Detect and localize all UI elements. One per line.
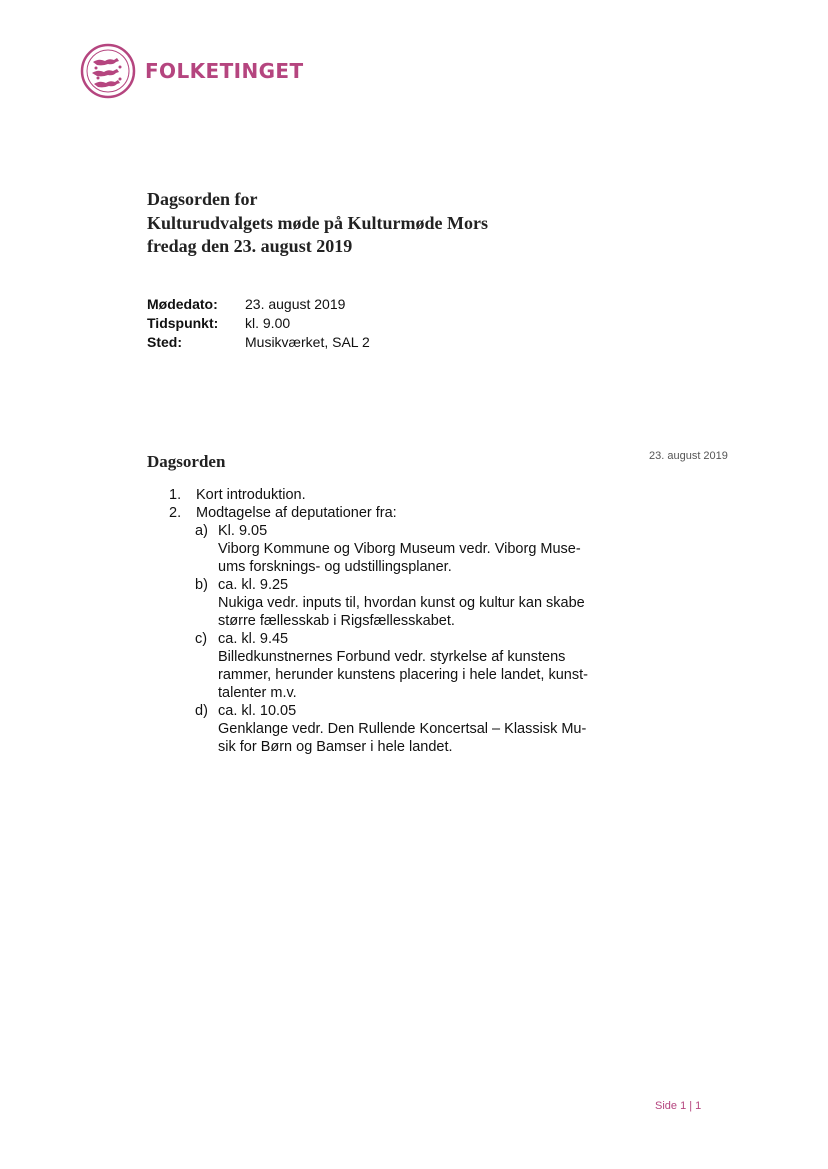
subitem-body bbox=[218, 576, 585, 630]
meta-label: Sted: bbox=[147, 334, 182, 350]
subitem-line: sik for Børn og Bamser i hele landet. bbox=[218, 739, 453, 755]
subitem-time: Kl. 9.05 bbox=[218, 523, 268, 539]
subitem-line: Billedkunstnernes Forbund vedr. styrkelse af kunstens bbox=[218, 649, 566, 665]
meta-value: kl. 9.00 bbox=[245, 315, 291, 331]
meta-label: Mødedato: bbox=[147, 296, 218, 312]
subitem-body bbox=[218, 702, 586, 756]
title-line: Kulturudvalgets møde på Kulturmøde Mors bbox=[147, 212, 489, 233]
item-text: Kort introduktion. bbox=[196, 487, 306, 503]
page-number: Side 1 | 1 bbox=[655, 1100, 702, 1112]
meta-label: Tidspunkt: bbox=[147, 315, 219, 331]
agenda-subitem bbox=[195, 576, 619, 630]
item-text: Modtagelse af deputationer fra: bbox=[196, 505, 397, 521]
subitem-line: Nukiga vedr. inputs til, hvordan kunst og kultur kan skabe bbox=[218, 595, 585, 611]
subitem-body bbox=[218, 630, 588, 702]
subitem-time: ca. kl. 9.25 bbox=[218, 577, 289, 593]
subitem-time: ca. kl. 10.05 bbox=[218, 703, 297, 719]
meta-row-date bbox=[147, 295, 370, 314]
subitem-line: rammer, herunder kunstens placering i hele landet, kunst- bbox=[218, 667, 588, 683]
side-date: 23. august 2019 bbox=[649, 450, 728, 462]
subitem-letter: a) bbox=[195, 523, 208, 539]
meeting-details bbox=[147, 295, 370, 352]
meta-row-place bbox=[147, 333, 370, 352]
subitem-letter: b) bbox=[195, 577, 208, 593]
agenda-item bbox=[169, 486, 619, 504]
agenda-item bbox=[169, 504, 619, 522]
subitem-line: ums forsknings- og udstillingsplaner. bbox=[218, 559, 452, 575]
meta-value: 23. august 2019 bbox=[245, 296, 346, 312]
subitem-time: ca. kl. 9.45 bbox=[218, 631, 289, 647]
subitem-line: talenter m.v. bbox=[218, 685, 297, 701]
subitem-letter: c) bbox=[195, 631, 208, 647]
title-line: Dagsorden for bbox=[147, 189, 258, 209]
item-number: 2. bbox=[169, 505, 182, 521]
document-title bbox=[147, 188, 488, 259]
title-line: fredag den 23. august 2019 bbox=[147, 236, 353, 256]
agenda-subitem bbox=[195, 522, 619, 576]
agenda-heading: Dagsorden bbox=[147, 452, 226, 471]
subitem-letter: d) bbox=[195, 703, 208, 719]
agenda-subitem bbox=[195, 630, 619, 702]
folketinget-seal-icon bbox=[80, 43, 136, 99]
subitem-line: Genklange vedr. Den Rullende Koncertsal – Klassisk Mu- bbox=[218, 721, 587, 737]
agenda-subitem bbox=[195, 702, 619, 756]
subitem-body bbox=[218, 522, 581, 576]
folketinget-logo bbox=[80, 43, 304, 99]
meta-row-time bbox=[147, 314, 370, 333]
agenda-list bbox=[169, 486, 619, 756]
subitem-line: større fællesskab i Rigsfællesskabet. bbox=[218, 613, 455, 629]
meta-value: Musikværket, SAL 2 bbox=[245, 334, 370, 350]
subitem-line: Viborg Kommune og Viborg Museum vedr. Viborg Muse- bbox=[218, 541, 581, 557]
logo-text: FOLKETINGET bbox=[145, 59, 304, 83]
item-number: 1. bbox=[169, 487, 182, 503]
